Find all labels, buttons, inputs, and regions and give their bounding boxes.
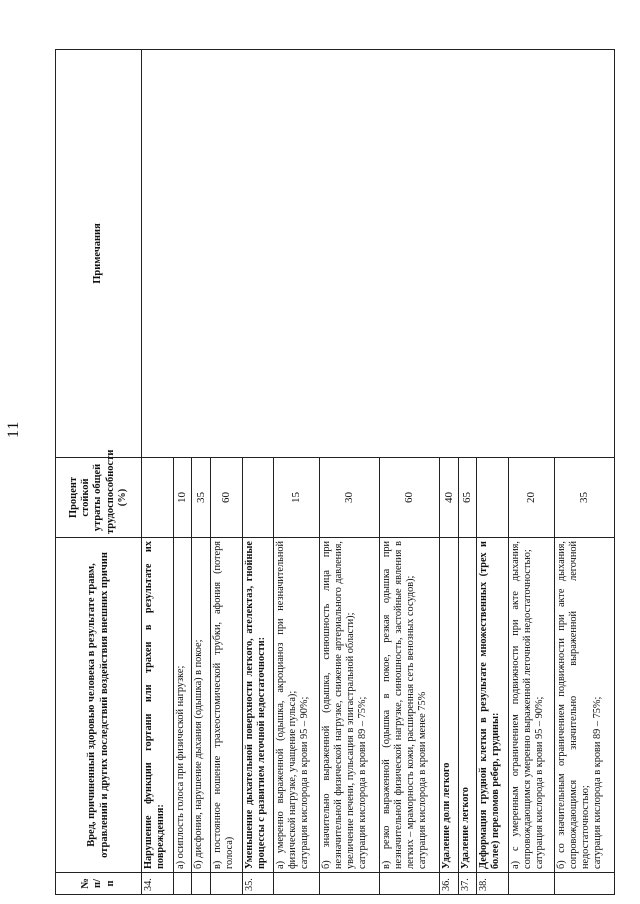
- harm-table: [55, 49, 615, 895]
- item-text: а) умеренно выраженной (одышка, акроцианоз при незначительной физической нагрузке, учащение пульса);: [275, 541, 299, 869]
- pct-cell: 60: [380, 458, 440, 538]
- row-title: Удаление легкого: [458, 538, 477, 873]
- saturation-text: сатурация кислорода в крови 95 – 90%;: [533, 696, 545, 869]
- row-title: Деформация грудной клетки в результате множественных (трех и более) переломов ребер, грудины:: [477, 538, 509, 873]
- saturation-text: сатурация кислорода в крови 89 – 75%;: [591, 696, 603, 869]
- row-item: [320, 538, 380, 873]
- pct-cell: 35: [192, 458, 211, 538]
- row-title: Уменьшение дыхательной поверхности легкого, ателектаз, гнойные процессы с развитием легочной недостаточности:: [242, 538, 274, 873]
- row-num: 35.: [242, 873, 274, 895]
- pct-cell: 65: [458, 458, 477, 538]
- row-num: 38.: [477, 873, 509, 895]
- pct-cell: 40: [440, 458, 459, 538]
- row-num: [554, 873, 614, 895]
- saturation-text: сатурация кислорода в крови 89 – 75%;: [357, 696, 369, 869]
- header-harm: Вред, причиненный здоровью человека в результате травм, отравлений и других последствий воздействия внешних причин: [56, 538, 142, 873]
- item-text: в) резко выраженной (одышка в покое, резкая одышка при незначительной физической нагрузке, синюшность, застойные явления в легких – мраморность кожи, расширенная сеть венозных сосудов);: [381, 541, 417, 869]
- pct-cell: [477, 458, 509, 538]
- row-item: а) осиплость голоса при физической нагрузке;: [173, 538, 192, 873]
- row-title: Нарушение функции гортани или трахеи в результате их повреждения:: [142, 538, 174, 873]
- row-item: [554, 538, 614, 873]
- pct-cell: 10: [173, 458, 192, 538]
- row-item: [274, 538, 320, 873]
- row-item: б) дисфония, нарушение дыхания (одышка) в покое;: [192, 538, 211, 873]
- table-header-row: [56, 50, 142, 895]
- row-item: в) постоянное ношение трахеостомической трубки, афония (потеря голоса): [210, 538, 242, 873]
- page-number: 11: [5, 420, 22, 438]
- row-num: [380, 873, 440, 895]
- header-num: № п/п: [56, 873, 142, 895]
- pct-cell: 15: [274, 458, 320, 538]
- row-item: [509, 538, 555, 873]
- row-num: [210, 873, 242, 895]
- row-num: [509, 873, 555, 895]
- item-text: б) значительно выраженной (одышка, синюшность лица при незначительной физической нагрузке, снижение артериального давления, увеличение печени, пульсация в эпигастральной области);: [321, 541, 357, 869]
- pct-cell: 60: [210, 458, 242, 538]
- saturation-text: сатурация кислорода в крови 95 – 90%;: [299, 696, 311, 869]
- pct-cell: [242, 458, 274, 538]
- item-text: а) с умеренным ограничением подвижности при акте дыхания, сопровождающимся умеренно выраженной легочной недостаточностью;: [510, 541, 533, 869]
- item-text: б) со значительным ограничением подвижности при акте дыхания, сопровождающимся значительно выраженной легочной недостаточностью;: [555, 541, 591, 869]
- pct-cell: 35: [554, 458, 614, 538]
- row-num: [274, 873, 320, 895]
- pct-cell: [142, 458, 174, 538]
- rotated-table-container: [55, 50, 615, 895]
- header-notes: Примечания: [56, 50, 142, 458]
- row-num: [192, 873, 211, 895]
- notes-cell: [142, 50, 615, 458]
- row-item: [380, 538, 440, 873]
- table-row: [142, 50, 174, 895]
- header-percent: Процент стойкой утраты общей трудоспособности (%): [56, 458, 142, 538]
- row-num: 37.: [458, 873, 477, 895]
- saturation-text: сатурация кислорода в крови менее 75%: [417, 691, 428, 869]
- row-title: Удаление доли легкого: [440, 538, 459, 873]
- pct-cell: 20: [509, 458, 555, 538]
- row-num: 36.: [440, 873, 459, 895]
- row-num: [173, 873, 192, 895]
- row-num: 34.: [142, 873, 174, 895]
- pct-cell: 30: [320, 458, 380, 538]
- row-num: [320, 873, 380, 895]
